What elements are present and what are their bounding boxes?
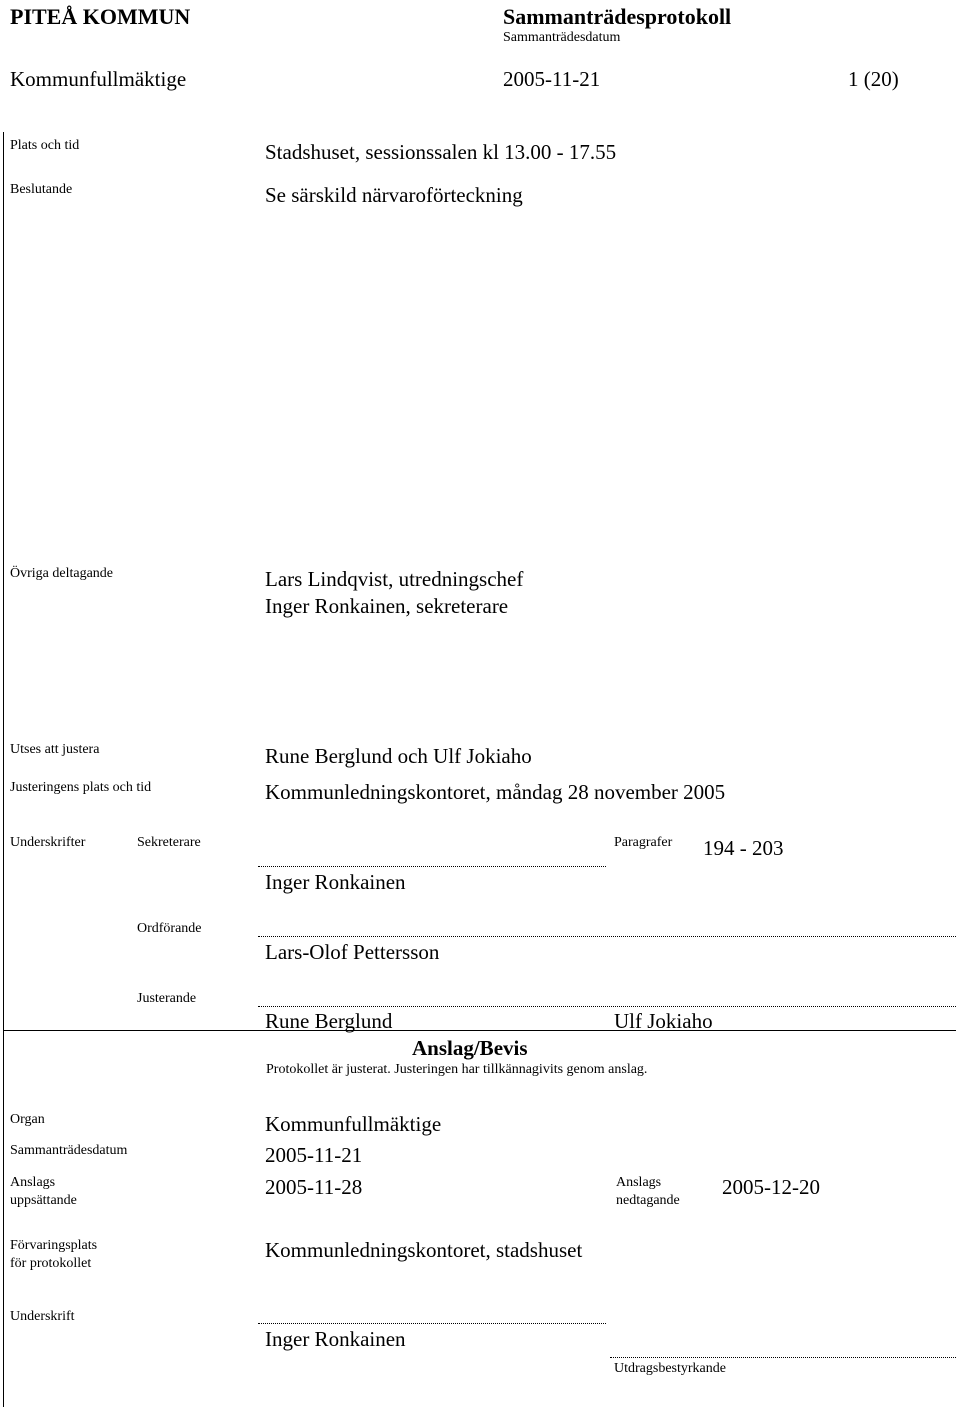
removed-value: 2005-12-20	[722, 1175, 820, 1199]
notice-date-value: 2005-11-21	[265, 1143, 363, 1167]
notice-signature-name: Inger Ronkainen	[265, 1327, 406, 1351]
signatures-label: Underskrifter	[10, 835, 86, 850]
notice-signature-line	[258, 1323, 606, 1324]
posted-value: 2005-11-28	[265, 1175, 363, 1199]
notice-signature-label: Underskrift	[10, 1309, 75, 1324]
storage-value: Kommunledningskontoret, stadshuset	[265, 1238, 583, 1262]
secretary-label: Sekreterare	[137, 835, 201, 850]
others-value-2: Inger Ronkainen, sekreterare	[265, 594, 509, 618]
adjuster-1-name: Rune Berglund	[265, 1009, 393, 1033]
storage-label-line-1: Förvaringsplats	[10, 1238, 98, 1253]
section-divider-line	[3, 1030, 956, 1031]
chair-label: Ordförande	[137, 921, 202, 936]
removed-label	[616, 1174, 680, 1210]
others-value-1: Lars Lindqvist, utredningschef	[265, 567, 524, 591]
decision-value: Se särskild närvaroförteckning	[265, 183, 523, 207]
date-caption: Sammanträdesdatum	[503, 30, 621, 45]
place-value: Stadshuset, sessionssalen kl 13.00 - 17.55	[265, 140, 617, 164]
adjust-value: Rune Berglund och Ulf Jokiaho	[265, 744, 532, 768]
meeting-date: 2005-11-21	[503, 67, 601, 91]
certifier-label: Utdragsbestyrkande	[614, 1361, 726, 1376]
adjuster-2-name: Ulf Jokiaho	[614, 1009, 713, 1033]
organ-label: Organ	[10, 1112, 45, 1127]
notice-title: Anslag/Bevis	[412, 1036, 528, 1060]
posted-label-line-1: Anslags	[10, 1175, 56, 1190]
storage-label	[10, 1237, 97, 1273]
organization-name: PITEÅ KOMMUN	[10, 4, 191, 29]
secretary-signature-line	[258, 866, 606, 867]
posted-label-line-2: uppsättande	[10, 1193, 77, 1208]
adjust-place-value: Kommunledningskontoret, måndag 28 november 2005	[265, 780, 726, 804]
adjust-place-label: Justeringens plats och tid	[10, 780, 152, 795]
organ-value: Kommunfullmäktige	[265, 1112, 442, 1136]
adjusters-label: Justerande	[137, 991, 197, 1006]
chair-name: Lars-Olof Pettersson	[265, 940, 440, 964]
removed-label-line-1: Anslags	[616, 1175, 662, 1190]
adjusters-signature-line	[258, 1006, 956, 1007]
paragraphs-value: 194 - 203	[703, 836, 784, 860]
paragraphs-label: Paragrafer	[614, 835, 673, 850]
page-number: 1 (20)	[848, 67, 899, 91]
place-label: Plats och tid	[10, 138, 80, 153]
removed-label-line-2: nedtagande	[616, 1193, 680, 1208]
chair-signature-line	[258, 936, 956, 937]
notice-text: Protokollet är justerat. Justeringen har tillkännagivits genom anslag.	[266, 1062, 648, 1077]
posted-label	[10, 1174, 77, 1210]
body-name: Kommunfullmäktige	[10, 67, 187, 91]
decision-label: Beslutande	[10, 182, 73, 197]
certifier-line	[610, 1357, 956, 1358]
notice-date-label: Sammanträdesdatum	[10, 1143, 128, 1158]
document-title: Sammanträdesprotokoll	[503, 4, 732, 29]
others-label: Övriga deltagande	[10, 566, 114, 581]
secretary-name: Inger Ronkainen	[265, 870, 406, 894]
adjust-label: Utses att justera	[10, 742, 100, 757]
storage-label-line-2: för protokollet	[10, 1256, 92, 1271]
left-border-line	[3, 132, 4, 1407]
